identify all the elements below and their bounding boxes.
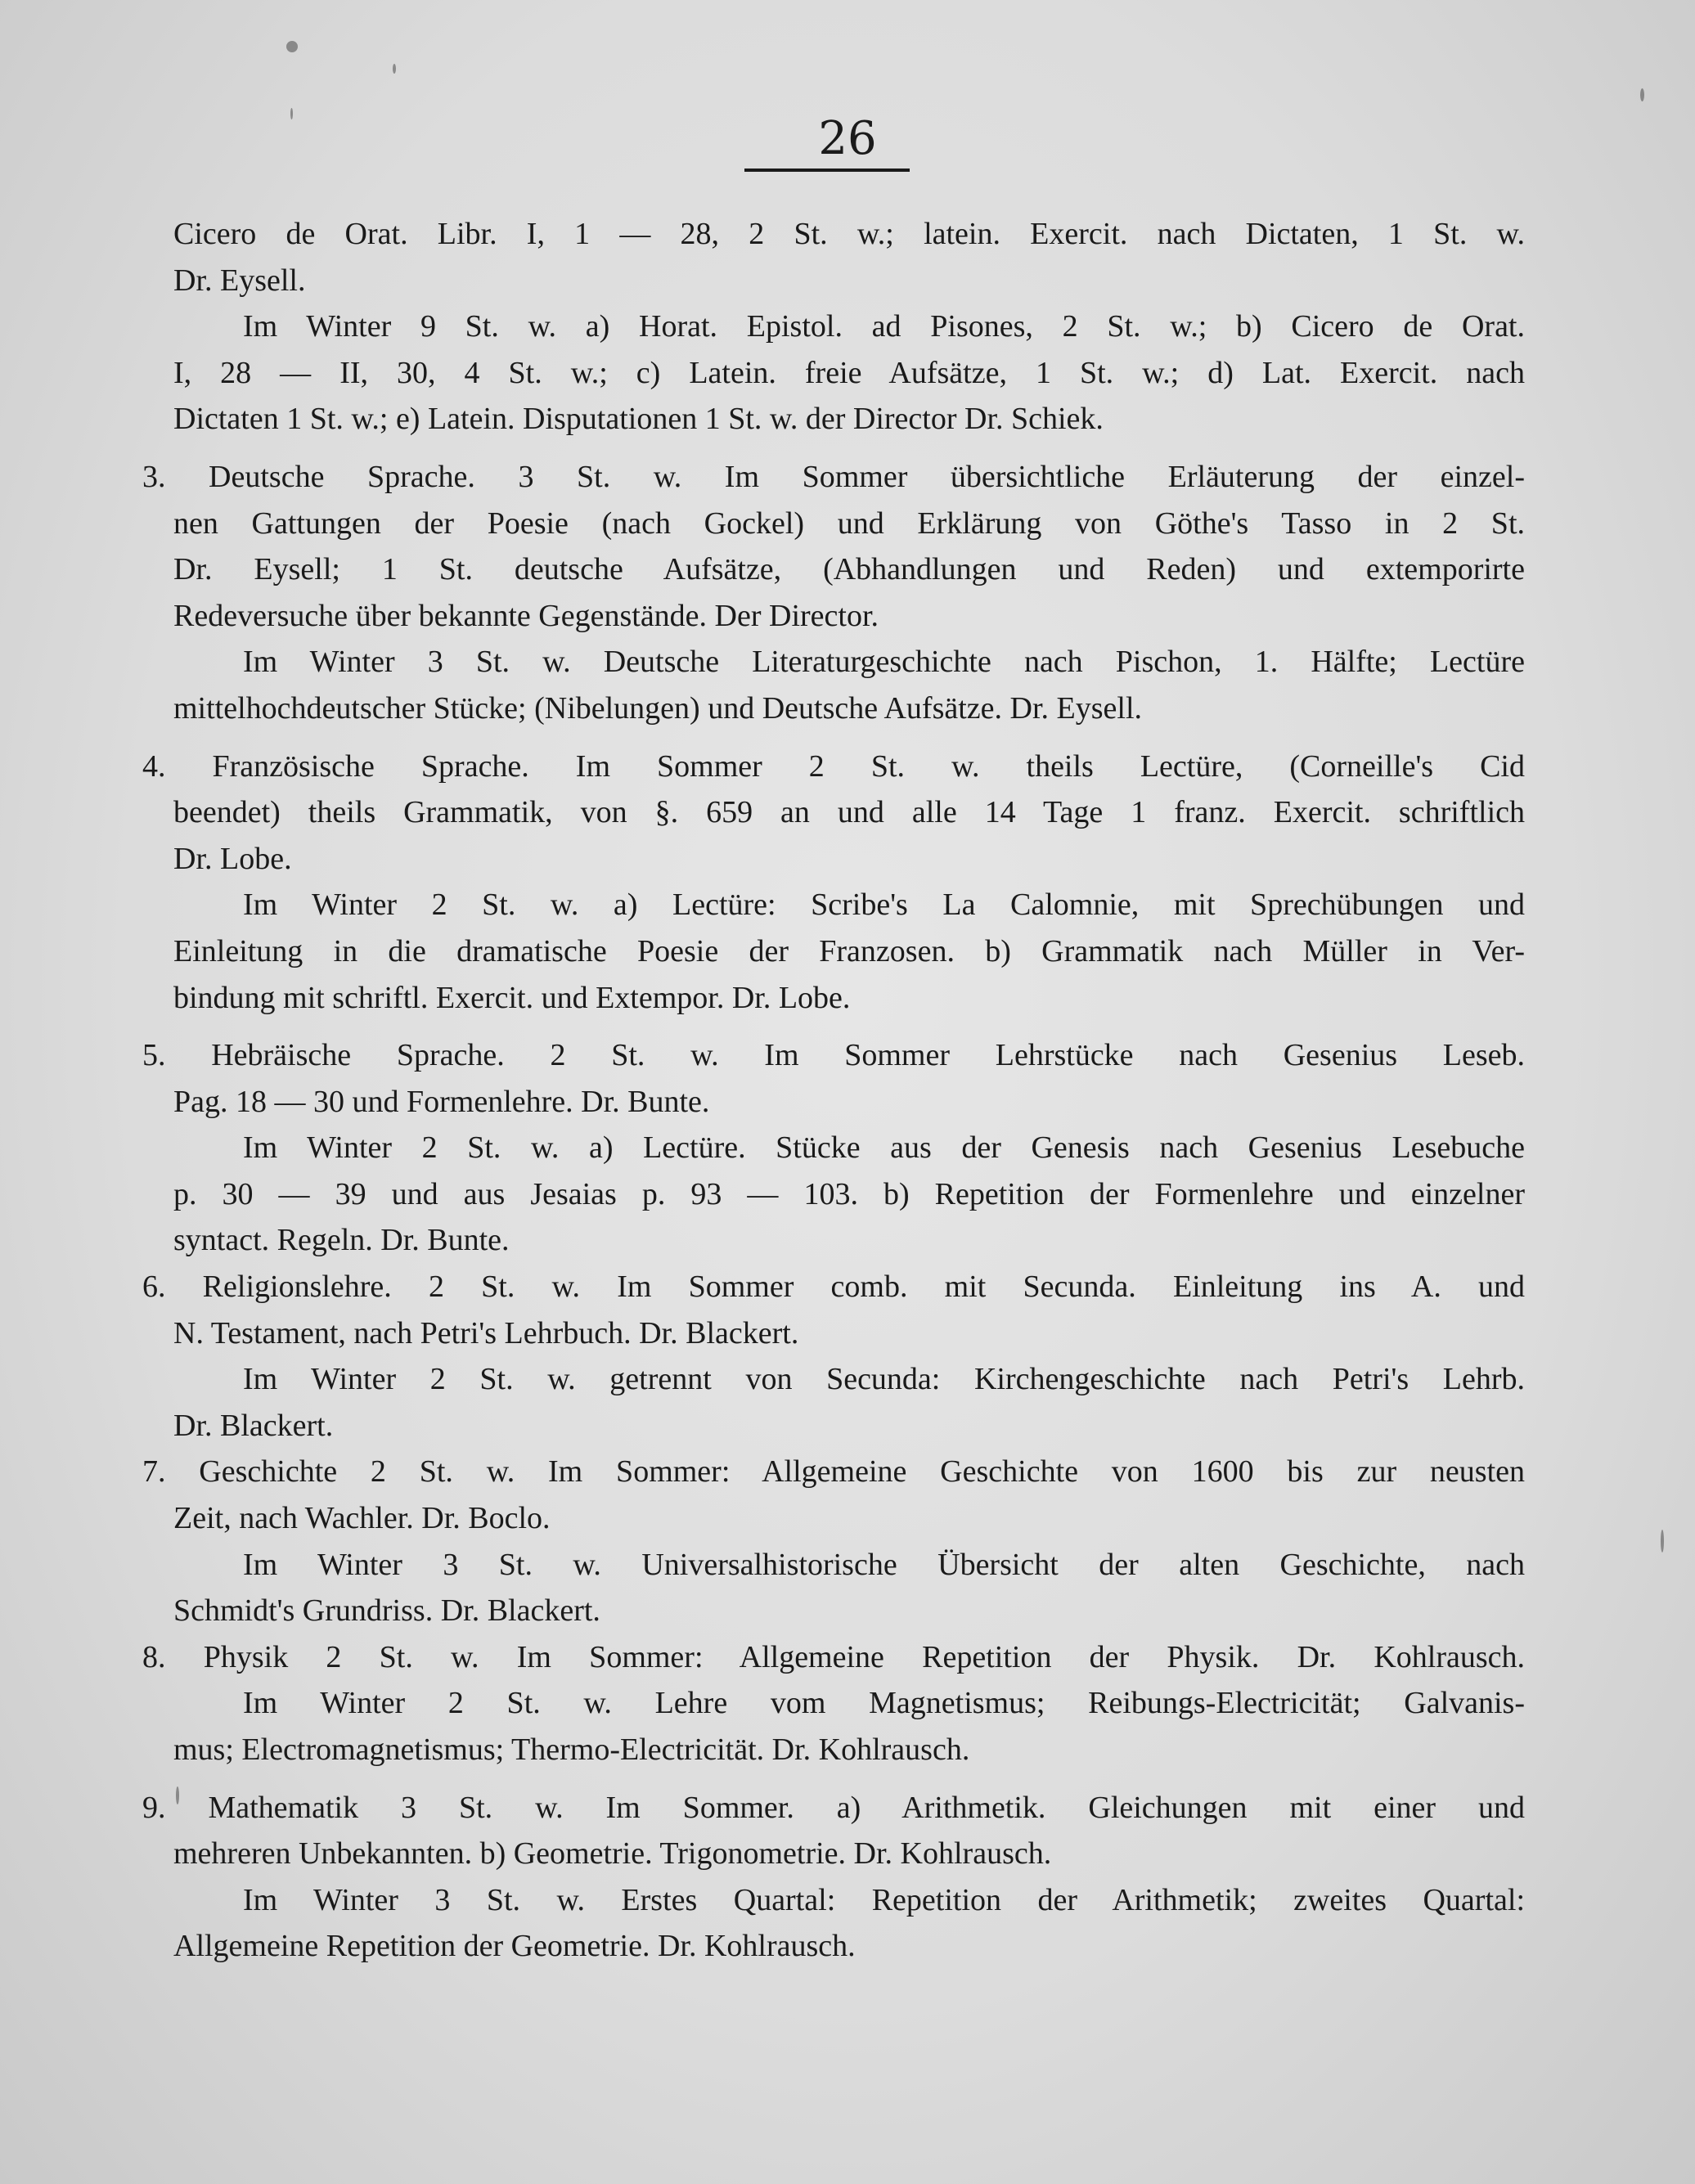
- paper-speck: [393, 64, 396, 74]
- text-line: Im Winter 3 St. w. Deutsche Literaturgeschichte nach Pischon, 1. Hälfte; Lectüre: [243, 645, 1525, 680]
- text-line: Im Winter 2 St. w. a) Lectüre: Scribe's La Calomnie, mit Sprechübungen und: [243, 888, 1525, 923]
- section-heading-line: 5. Hebräische Sprache. 2 St. w. Im Sommer Lehrstücke nach Gesenius Leseb.: [142, 1038, 1525, 1073]
- text-line: nen Gattungen der Poesie (nach Gockel) und Erklärung von Göthe's Tasso in 2 St.: [173, 506, 1525, 541]
- text-line: Pag. 18 — 30 und Formenlehre. Dr. Bunte.: [173, 1084, 710, 1119]
- text-line: syntact. Regeln. Dr. Bunte.: [173, 1223, 510, 1258]
- text-line: Im Winter 9 St. w. a) Horat. Epistol. ad Pisones, 2 St. w.; b) Cicero de Orat.: [243, 309, 1525, 344]
- section-heading-line: 7. Geschichte 2 St. w. Im Sommer: Allgemeine Geschichte von 1600 bis zur neusten: [142, 1454, 1525, 1490]
- section-heading-line: 3. Deutsche Sprache. 3 St. w. Im Sommer übersichtliche Erläuterung der einzel-: [142, 459, 1525, 494]
- paper-speck: [1661, 1530, 1664, 1553]
- text-line: Einleitung in die dramatische Poesie der Franzosen. b) Grammatik nach Müller in Ver-: [173, 933, 1525, 968]
- text-line: Schmidt's Grundriss. Dr. Blackert.: [173, 1593, 600, 1629]
- text-line: Allgemeine Repetition der Geometrie. Dr. Kohlrausch.: [173, 1929, 856, 1964]
- text-line: Im Winter 3 St. w. Erstes Quartal: Repetition der Arithmetik; zweites Quartal:: [243, 1882, 1525, 1917]
- text-line: Im Winter 3 St. w. Universalhistorische Übersicht der alten Geschichte, nach: [243, 1547, 1525, 1582]
- text-line: Dr. Eysell.: [173, 263, 306, 298]
- text-line: Im Winter 2 St. w. getrennt von Secunda: Kirchengeschichte nach Petri's Lehrb.: [243, 1362, 1525, 1397]
- page-number: 26: [818, 112, 877, 165]
- text-line: I, 28 — II, 30, 4 St. w.; c) Latein. freie Aufsätze, 1 St. w.; d) Lat. Exercit. nach: [173, 355, 1525, 390]
- body-text: [142, 211, 1525, 1970]
- text-line: Zeit, nach Wachler. Dr. Boclo.: [173, 1501, 551, 1536]
- paper-speck: [286, 41, 298, 52]
- text-line: Dr. Blackert.: [173, 1408, 334, 1443]
- text-line: Im Winter 2 St. w. Lehre vom Magnetismus; Reibungs-Electricität; Galvanis-: [243, 1686, 1525, 1721]
- text-line: mus; Electromagnetismus; Thermo-Electricität. Dr. Kohlrausch.: [173, 1732, 970, 1767]
- text-line: Dictaten 1 St. w.; e) Latein. Disputationen 1 St. w. der Director Dr. Schiek.: [173, 402, 1104, 437]
- page-number-rule: [744, 169, 910, 172]
- section-heading-line: 8. Physik 2 St. w. Im Sommer: Allgemeine Repetition der Physik. Dr. Kohlrausch.: [142, 1639, 1525, 1674]
- text-line: Redeversuche über bekannte Gegenstände. Der Director.: [173, 598, 879, 633]
- text-line: Im Winter 2 St. w. a) Lectüre. Stücke aus der Genesis nach Gesenius Lesebuche: [243, 1130, 1525, 1166]
- text-line: Dr. Lobe.: [173, 841, 292, 876]
- text-line: bindung mit schriftl. Exercit. und Extempor. Dr. Lobe.: [173, 980, 851, 1015]
- text-line: Cicero de Orat. Libr. I, 1 — 28, 2 St. w.; latein. Exercit. nach Dictaten, 1 St. w.: [173, 217, 1525, 251]
- text-line: beendet) theils Grammatik, von §. 659 an und alle 14 Tage 1 franz. Exercit. schriftlich: [173, 795, 1525, 830]
- section-heading-line: 9. Mathematik 3 St. w. Im Sommer. a) Arithmetik. Gleichungen mit einer und: [142, 1790, 1525, 1825]
- paper-speck: [1640, 88, 1644, 101]
- section-heading-line: 4. Französische Sprache. Im Sommer 2 St. w. theils Lectüre, (Corneille's Cid: [142, 748, 1525, 784]
- text-line: p. 30 — 39 und aus Jesaias p. 93 — 103. b) Repetition der Formenlehre und einzelner: [173, 1176, 1525, 1211]
- text-line: N. Testament, nach Petri's Lehrbuch. Dr. Blackert.: [173, 1315, 799, 1350]
- section-heading-line: 6. Religionslehre. 2 St. w. Im Sommer comb. mit Secunda. Einleitung ins A. und: [142, 1270, 1525, 1305]
- text-line: Dr. Eysell; 1 St. deutsche Aufsätze, (Abhandlungen und Reden) und extemporirte: [173, 552, 1525, 587]
- text-line: mehreren Unbekannten. b) Geometrie. Trigonometrie. Dr. Kohlrausch.: [173, 1836, 1052, 1872]
- text-line: mittelhochdeutscher Stücke; (Nibelungen) und Deutsche Aufsätze. Dr. Eysell.: [173, 690, 1143, 726]
